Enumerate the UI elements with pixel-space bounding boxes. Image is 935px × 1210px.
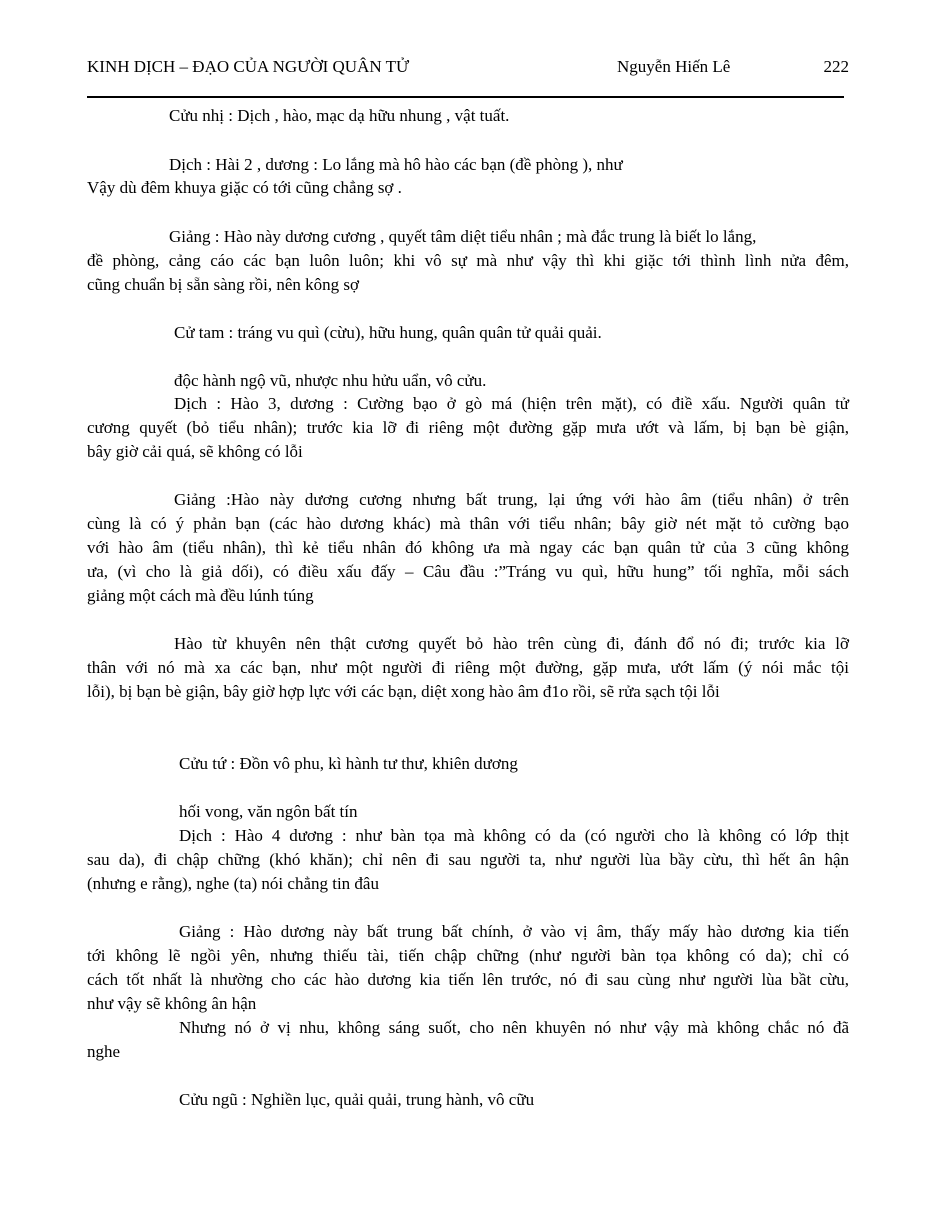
text-line: Cửu nhị : Dịch , hào, mạc dạ hữu nhung , vật tuất. (169, 106, 510, 125)
text-line: Vậy dù đêm khuya giặc có tới cũng chẳng sợ . (87, 178, 402, 197)
text-line: Giảng : Hào này dương cương , quyết tâm diệt tiểu nhân ; mà đắc trung là biết lo lắng, (169, 227, 757, 246)
text-line: sau da), đi chập chững (khó khăn); chỉ nên đi sau người ta, như người lùa bầy cừu, thì hết ân hận (87, 850, 849, 869)
text-line: nghe (87, 1042, 121, 1061)
text-line: Giảng : Hào dương này bất trung bất chính, ở vào vị âm, thấy mấy hào dương kia tiến (179, 922, 849, 941)
text-line: giảng một cách mà đều lúnh túng (87, 586, 314, 605)
text-line: thân với nó mà xa các bạn, như một người đi riêng một đường, gặp mưa, ướt lấm (ý nói mắc tội (87, 658, 849, 677)
author-name: Nguyễn Hiến Lê (617, 57, 731, 76)
text-line: độc hành ngộ vũ, nhược nhu hửu uẩn, vô cửu. (174, 371, 487, 390)
text-line: Hào từ khuyên nên thật cương quyết bỏ hào trên cùng đi, đánh đổ nó đi; trước kia lỡ (174, 634, 849, 653)
text-line: cương quyết (bỏ tiểu nhân); trước kia lỡ đi riêng một đường gặp mưa ướt và lấm, bị bạn bè giận, (87, 418, 849, 437)
text-line: Dịch : Hào 4 dương : như bàn tọa mà không có da (có người cho là không có lớp thịt (179, 826, 849, 845)
text-line: Dịch : Hài 2 , dương : Lo lắng mà hô hào các bạn (đề phòng ), như (169, 155, 623, 174)
text-line: hối vong, văn ngôn bất tín (179, 802, 358, 821)
text-line: cùng là có ý phản bạn (các hào dương khác) mà thân với tiểu nhân; bây giờ nét mặt tỏ cường bạo (87, 514, 849, 533)
page-header (87, 57, 849, 81)
book-title: KINH DỊCH – ĐẠO CỦA NGƯỜI QUÂN TỬ (87, 57, 410, 76)
text-line: tới không lẽ ngồi yên, nhưng thiếu tài, tiến chập chững (như người bàn tọa không có da); chỉ có (87, 946, 849, 965)
text-line: Cử tam : tráng vu quì (cừu), hữu hung, quân quân tử quải quải. (174, 323, 602, 342)
text-line: như vậy sẽ không ân hận (87, 994, 257, 1013)
text-line: Dịch : Hào 3, dương : Cường bạo ở gò má (hiện trên mặt), có điề xấu. Người quân tử (174, 394, 849, 413)
text-line: Cửu ngũ : Nghiền lục, quải quải, trung hành, vô cữu (179, 1090, 535, 1109)
text-line: Cửu tứ : Đồn vô phu, kì hành tư thư, khiên dương (179, 754, 518, 773)
text-line: cách tốt nhất là nhường cho các hào dương kia tiến lên trước, nó đi sau cùng như người lùa bầt cừu, (87, 970, 849, 989)
text-line: với hào âm (tiểu nhân), thì kẻ tiểu nhân đó không ưa mà ngay các bạn quân tử của 3 cũng không (87, 538, 849, 557)
header-rule (87, 96, 844, 98)
text-line: (nhưng e rằng), nghe (ta) nói chẳng tin đâu (87, 874, 379, 893)
text-line: bây giờ cải quá, sẽ không có lỗi (87, 442, 303, 461)
text-line: đề phòng, cảng cáo các bạn luôn luôn; khi vô sự mà như vậy thì khi giặc tới thình lình nửa đêm, (87, 251, 849, 270)
text-line: Giảng :Hào này dương cương nhưng bất trung, lại ứng với hào âm (tiểu nhân) ở trên (174, 490, 849, 509)
text-line: cũng chuẩn bị sẵn sàng rồi, nên kông sợ (87, 275, 359, 294)
text-line: Nhưng nó ở vị nhu, không sáng suốt, cho nên khuyên nó như vậy mà không chắc nó đã (179, 1018, 849, 1037)
page-number: 222 (823, 57, 849, 76)
text-line: lỗi), bị bạn bè giận, bây giờ hợp lực với các bạn, diệt xong hào âm đ1o rồi, sẽ rửa sạch tội lỗi (87, 682, 720, 701)
text-line: ưa, (vì cho là giả dối), có điều xấu đấy – Câu đầu :”Tráng vu quì, hữu hung” tối nghĩa, mỗi sách (87, 562, 849, 581)
